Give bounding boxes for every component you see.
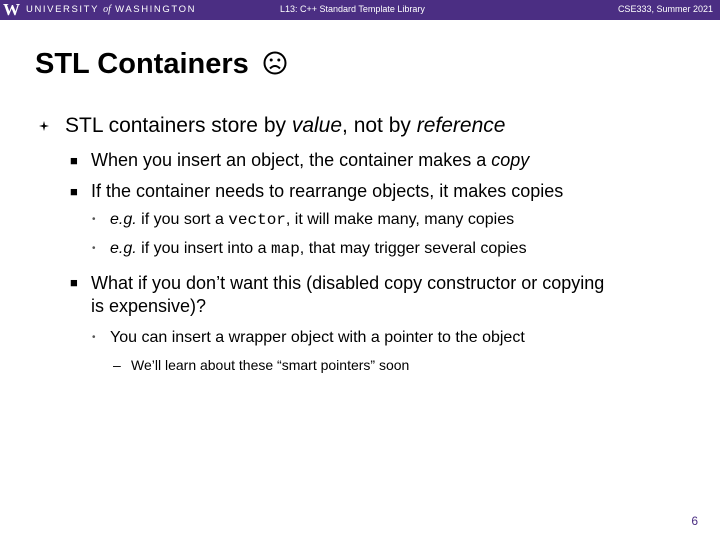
bullet-store-by-value: STL containers store by value, not by reference: [65, 114, 506, 137]
bullet-sort-vector: e.g. if you sort a vector, it will make many, many copies: [110, 211, 515, 229]
dot-bullet-icon: •: [92, 243, 96, 254]
page-number: 6: [691, 514, 698, 528]
bullet-rearrange-copies: If the container needs to rearrange objects, it makes copies: [91, 181, 564, 201]
bullet-insert-map: e.g. if you insert into a map, that may trigger several copies: [110, 240, 527, 258]
frowning-face-icon: [263, 51, 287, 75]
course-label: CSE333, Summer 2021: [617, 4, 713, 14]
uw-logo: [3, 1, 196, 19]
lecture-title: L13: C++ Standard Template Library: [280, 4, 425, 14]
uw-wordmark: UNIVERSITY of WASHINGTON: [26, 4, 197, 15]
square-bullet-icon: ■: [70, 153, 78, 168]
bullet-smart-pointers: We’ll learn about these “smart pointers” soon: [131, 357, 410, 373]
dot-bullet-icon: •: [92, 214, 96, 225]
bullet-insert-copy: When you insert an object, the container makes a copy: [91, 150, 530, 170]
slide-title: [35, 48, 287, 81]
diamond-bullet-icon: [38, 120, 50, 132]
uw-w-mark: W: [3, 0, 20, 19]
dot-bullet-icon: •: [92, 332, 96, 343]
slide-title-text: STL Containers: [35, 48, 249, 80]
bullet-wrapper-object: You can insert a wrapper object with a pointer to the object: [110, 329, 525, 346]
square-bullet-icon: ■: [70, 275, 78, 290]
square-bullet-icon: ■: [70, 184, 78, 199]
header-bar: [0, 0, 720, 20]
dash-bullet-icon: –: [113, 357, 121, 373]
bullet-dont-want-copies: What if you don’t want this (disabled copy constructor or copying is expensive)?: [91, 273, 605, 316]
